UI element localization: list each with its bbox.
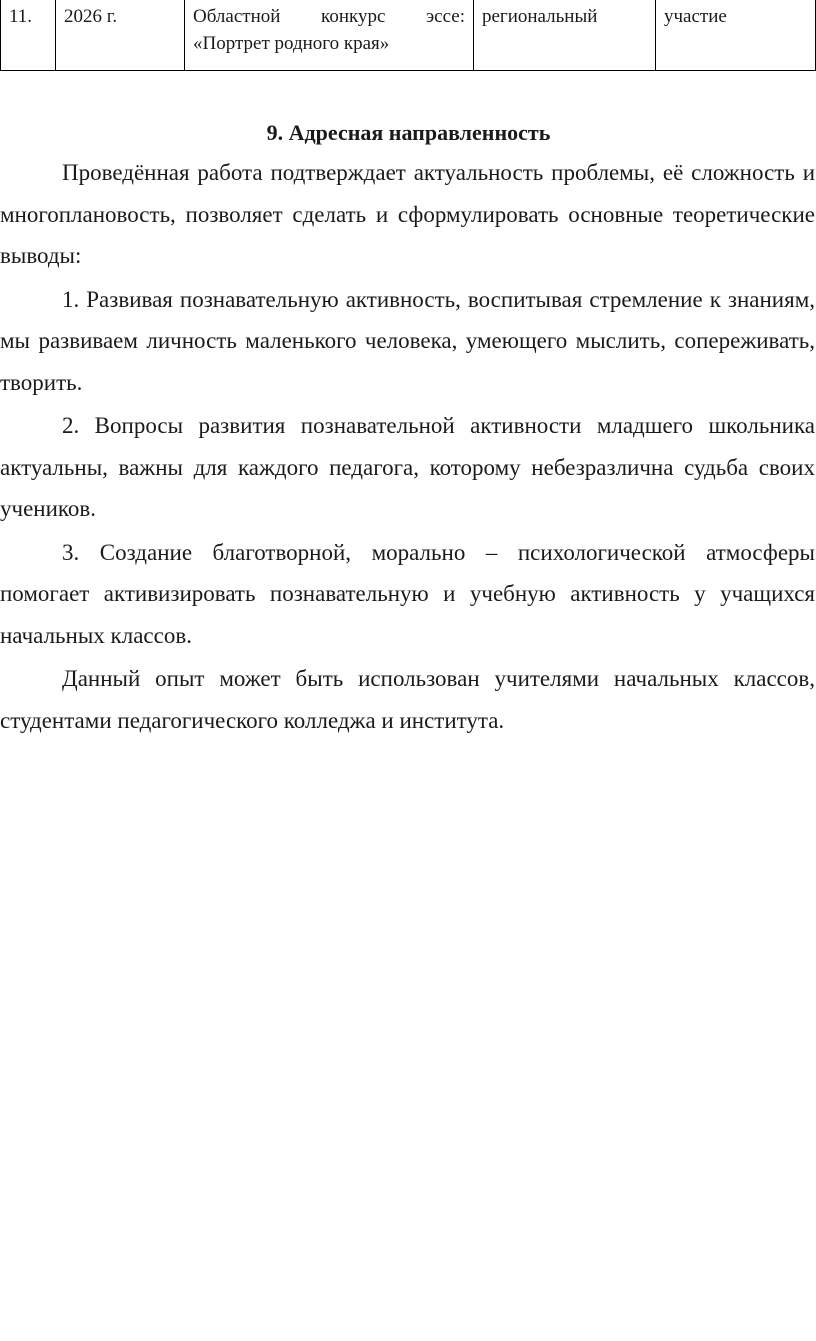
table-row: [1, 0, 816, 70]
section-content: [0, 114, 815, 741]
event-title-line-1: Областной конкурс эссе:: [193, 6, 465, 27]
events-table: [0, 0, 816, 71]
cell-event-title: [185, 0, 474, 70]
cell-number: 11.: [1, 0, 56, 70]
cell-year: 2026 г.: [56, 0, 185, 70]
paragraph-usage: Данный опыт может быть использован учителями начальных классов, студентами педагогического колледжа и института.: [0, 666, 815, 733]
section-heading: 9. Адресная направленность: [266, 120, 551, 145]
event-title-line-2: «Портрет родного края»: [193, 33, 390, 54]
paragraph-intro: Проведённая работа подтверждает актуальность проблемы, её сложность и многоплановость, позволяет сделать и сформулировать основные теоретические выводы:: [0, 160, 815, 268]
paragraph-conclusion-2: 2. Вопросы развития познавательной активности младшего школьника актуальны, важны для каждого педагога, которому небезразлична судьба своих учеников.: [0, 413, 815, 521]
cell-result: участие: [656, 0, 816, 70]
cell-level: региональный: [474, 0, 656, 70]
paragraph-conclusion-1: 1. Развивая познавательную активность, воспитывая стремление к знаниям, мы развиваем личность маленького человека, умеющего мыслить, сопереживать, творить.: [0, 286, 815, 395]
paragraph-conclusion-3: 3. Создание благотворной, морально – психологической атмосферы помогает активизировать познавательную и учебную активность у учащихся начальных классов.: [0, 539, 815, 648]
